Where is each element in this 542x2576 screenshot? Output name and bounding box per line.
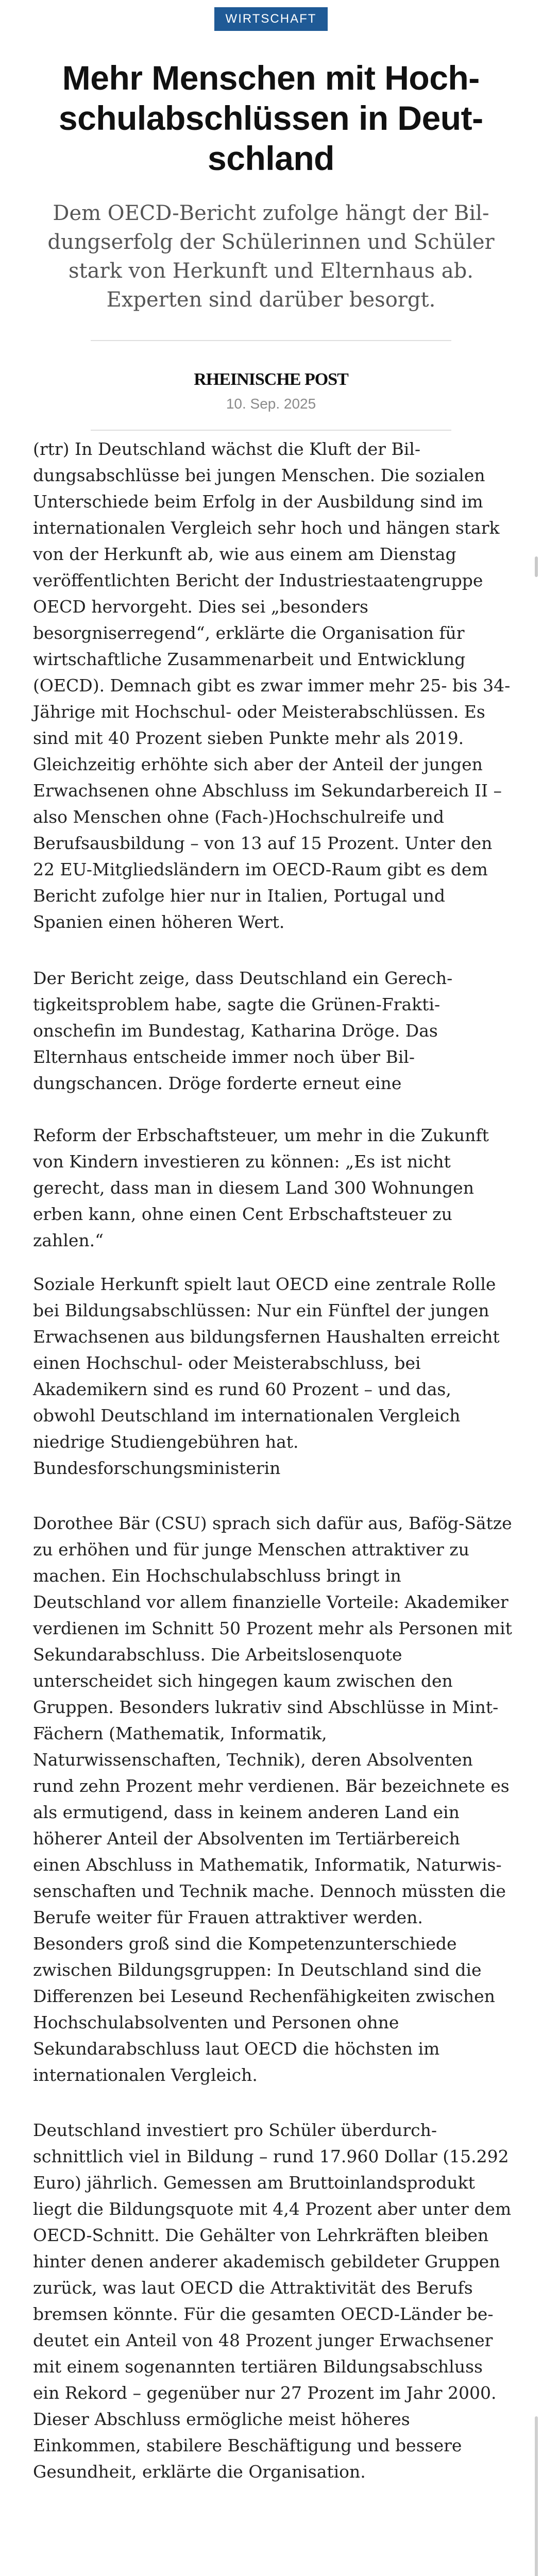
publish-date: 10. Sep. 2025 — [226, 396, 316, 412]
category-badge[interactable]: WIRTSCHAFT — [214, 7, 328, 31]
article-body — [0, 436, 542, 2485]
article-paragraph: Reform der Erbschaftsteuer, um mehr in die Zukunft von Kindern investieren zu können: „Es ist nicht gerecht, dass man in diesem Land 300 Wohnungen erben kann, ohne einen Cent Erbschaftsteuer zu zahlen.“ — [33, 1125, 489, 1250]
article-paragraph: Der Bericht zeige, dass Deutschland ein Gerechtigkeitsproblem habe, sagte die Grünen-Fraktionschefin im Bundestag, Katharina Dröge. Das Elternhaus entscheide immer noch über Bildungschancen. Dröge forderte erneut eine — [33, 968, 453, 1093]
source-name: RHEINISCHE POST — [194, 370, 348, 389]
article-paragraph: Deutschland investiert pro Schüler überdurchschnittlich viel in Bildung – rund 17.960 Dollar (15.292 Euro) jährlich. Gemessen am Bruttoinlandsprodukt liegt die Bildungsquote mit 4,4 Prozent aber unter dem OECD-Schnitt. Die Gehälter von Lehrkräften bleiben hinter denen anderer akademisch gebildeter Gruppen zurück, was laut OECD die Attraktivität des Berufs bremsen könnte. Für die gesamten OECD-Länder bedeutet ein Anteil von 48 Prozent junger Erwachsener mit einem sogenannten tertiären Bildungsabschluss ein Rekord – gegenüber nur 27 Prozent im Jahr 2000. Dieser Abschluss ermögliche meist höheres Einkommen, stabilere Beschäftigung und bessere Gesundheit, erklärte die Organisation. — [33, 2120, 512, 2482]
scrollbar-indicator[interactable] — [535, 556, 538, 577]
article-lead: Dem OECD-Bericht zufolge hängt der Bildungserfolg der Schülerinnen und Schüler stark von Herkunft und Elternhaus ab. Experten sind darüber besorgt. — [47, 201, 495, 312]
scrollbar-indicator[interactable] — [535, 2416, 538, 2576]
divider-top — [91, 340, 451, 341]
divider-bottom — [91, 430, 451, 431]
article-paragraph: (rtr) In Deutschland wächst die Kluft der Bildungsabschlüsse bei jungen Menschen. Die sozialen Unterschiede beim Erfolg in der Ausbildung sind im internationalen Vergleich sehr hoch und hängen stark von der Herkunft ab, wie aus einem am Dienstag veröffentlichten Bericht der Industriestaatengruppe OECD hervorgeht. Dies sei „besonders besorgniserregend“, erklärte die Organisation für wirtschaftliche Zusammenarbeit und Entwicklung (OECD). Demnach gibt es zwar immer mehr 25- bis 34-Jährige mit Hochschul- oder Meisterabschlüssen. Es sind mit 40 Prozent sieben Punkte mehr als 2019. Gleichzeitig erhöhte sich aber der Anteil der jungen Erwachsenen ohne Abschluss im Sekundarbereich II – also Menschen ohne (Fach-)Hochschulreife und Berufsausbildung – von 13 auf 15 Prozent. Unter den 22 EU-Mitgliedsländern im OECD-Raum gibt es dem Bericht zufolge hier nur in Italien, Portugal und Spanien einen höheren Wert. — [33, 439, 511, 932]
article-paragraph: Soziale Herkunft spielt laut OECD eine zentrale Rolle bei Bildungsabschlüssen: Nur ein Fünftel der jungen Erwachsenen aus bildungsfernen Haushalten erreicht einen Hochschul- oder Meisterabschluss, bei Akademikern sind es rund 60 Prozent – und das, obwohl Deutschland im internationalen Vergleich niedrige Studiengebühren hat. Bundesforschungsministerin — [33, 1274, 500, 1478]
article-title: Mehr Menschen mit Hochschulabschlüssen in Deutschland — [58, 59, 484, 177]
article-paragraph: Dorothee Bär (CSU) sprach sich dafür aus, Bafög-Sätze zu erhöhen und für junge Menschen attraktiver zu machen. Ein Hochschulabschluss bringt in Deutschland vor allem finanzielle Vorteile: Akademiker verdienen im Schnitt 50 Prozent mehr als Personen mit Sekundarabschluss. Die Arbeitslosenquote unterscheidet sich hingegen kaum zwischen den Gruppen. Besonders lukrativ sind Abschlüsse in Mint-Fächern (Mathematik, Informatik, Naturwissenschaften, Technik), deren Absolventen rund zehn Prozent mehr verdienen. Bär bezeichnete es als ermutigend, dass in keinem anderen Land ein höherer Anteil der Absolventen im Tertiärbereich einen Abschluss in Mathematik, Informatik, Naturwissenschaften und Technik mache. Dennoch müssten die Berufe weiter für Frauen attraktiver werden. Besonders groß sind die Kompetenzunterschiede zwischen Bildungsgruppen: In Deutschland sind die Differenzen bei Leseund Rechenfähigkeiten zwischen Hochschulabsolventen und Personen ohne Sekundarabschluss laut OECD die höchsten im internationalen Vergleich. — [33, 1513, 512, 2085]
article-header — [0, 0, 542, 431]
